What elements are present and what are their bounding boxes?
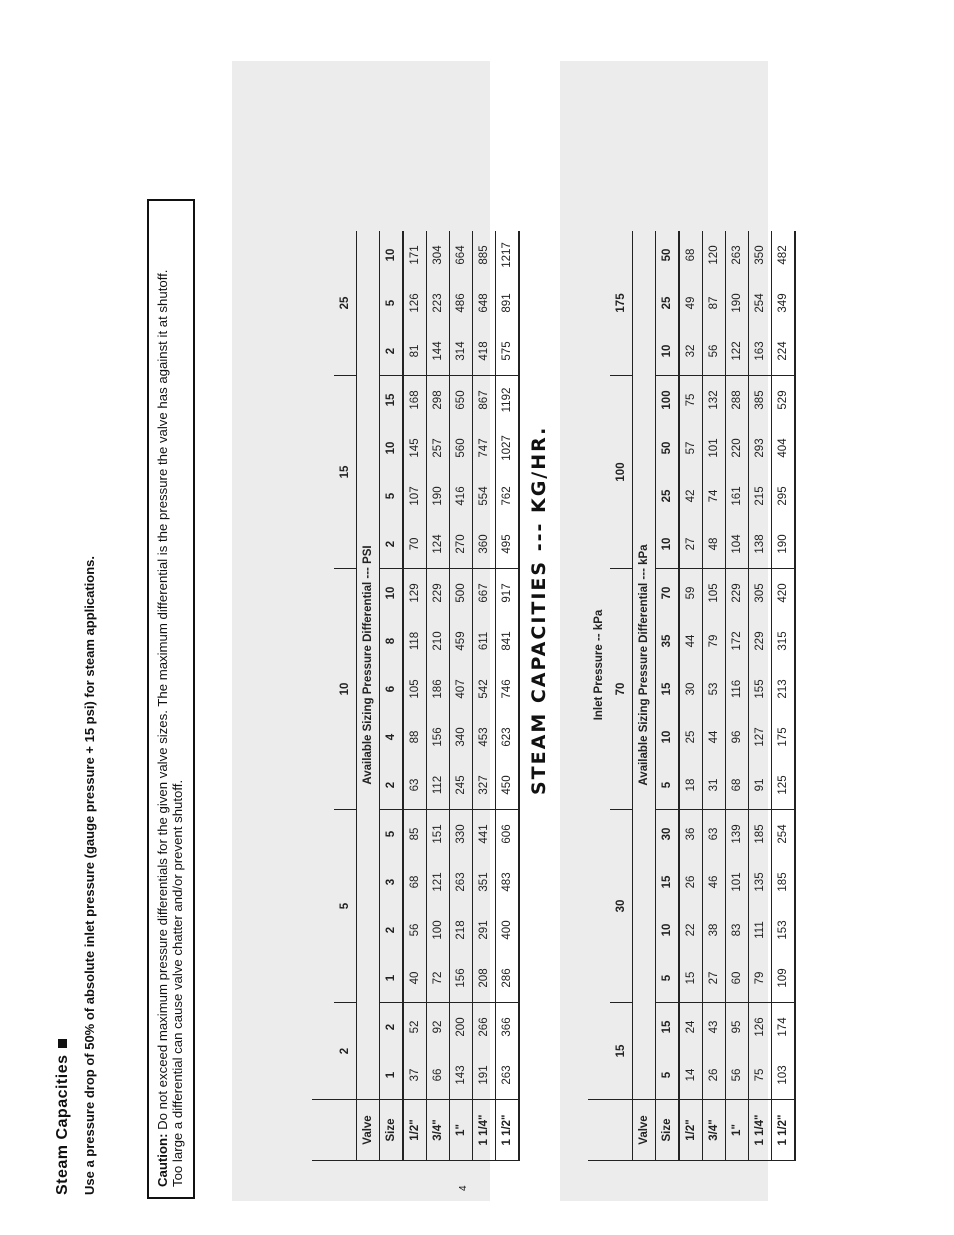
inlet-group-175: 175 — [610, 231, 633, 376]
table-cell: 15 — [679, 954, 703, 1003]
table-cell: 263 — [455, 872, 467, 892]
inlet-group-row — [610, 231, 633, 1161]
inlet-pressure-label: Inlet Pressure -- kPa — [593, 609, 605, 721]
inlet-group-2: 2 — [334, 1003, 357, 1100]
inlet-pressure-label — [312, 231, 334, 1100]
table-cell: 22 — [685, 923, 697, 937]
diff-col-header: 15 — [661, 682, 673, 696]
blank-cell — [588, 1100, 610, 1161]
table-cell: 420 — [777, 583, 789, 603]
table-cell: 83 — [731, 923, 743, 937]
table-cell: 191 — [473, 1051, 496, 1100]
size-header: Size — [656, 1100, 680, 1161]
table-cell: 14 — [679, 1051, 703, 1100]
table-cell: 57 — [685, 441, 697, 455]
table-cell: 156 — [450, 954, 473, 1003]
table-cell: 667 — [478, 583, 490, 603]
inlet-label-row — [588, 231, 610, 1161]
row-size: 1 1/4" — [749, 1100, 772, 1161]
table-row — [427, 231, 450, 1161]
table-cell: 185 — [777, 872, 789, 892]
table-cell: 105 — [409, 679, 421, 699]
valve-header: Valve — [357, 1100, 380, 1161]
table-cell: 37 — [403, 1051, 427, 1100]
table-cell: 747 — [478, 438, 490, 458]
diff-col-header: 5 — [385, 492, 397, 500]
diff-col-header: 15 — [385, 393, 397, 407]
table-cell: 441 — [478, 824, 490, 844]
table-cell: 63 — [403, 761, 427, 810]
table-cell: 27 — [703, 954, 726, 1003]
table-cell: 224 — [772, 327, 796, 376]
table-cell: 575 — [496, 327, 520, 376]
table-cell: 85 — [409, 827, 421, 841]
diff-col-header: 25 — [661, 296, 673, 310]
table-cell: 101 — [708, 438, 720, 458]
diff-col-header: 5 — [656, 761, 680, 810]
table-row — [473, 231, 496, 1161]
table-cell: 132 — [708, 390, 720, 410]
table-cell: 404 — [777, 438, 789, 458]
table-cell: 32 — [679, 327, 703, 376]
row-size: 1" — [726, 1100, 749, 1161]
table-cell: 330 — [455, 824, 467, 844]
section-title — [54, 1039, 72, 1195]
table-cell: 46 — [708, 875, 720, 889]
diff-col-header: 50 — [661, 441, 673, 455]
inlet-group-100: 100 — [610, 376, 633, 569]
table-cell: 111 — [754, 921, 766, 939]
table-cell: 91 — [749, 761, 772, 810]
inlet-label-row — [312, 231, 334, 1161]
table-cell: 104 — [726, 520, 749, 569]
table-cell: 482 — [777, 245, 789, 265]
table-cell: 87 — [708, 296, 720, 310]
table-cell: 648 — [478, 293, 490, 313]
diff-col-header: 15 — [661, 1020, 673, 1034]
table-cell: 288 — [731, 390, 743, 410]
table_kg-table — [588, 231, 796, 1161]
diff-col-header: 2 — [385, 926, 397, 934]
table-cell: 263 — [496, 1051, 520, 1100]
table-cell: 500 — [455, 583, 467, 603]
table-cell: 210 — [432, 631, 444, 651]
table_lbs-table — [312, 231, 520, 1161]
table-cell: 315 — [777, 631, 789, 651]
table-cell: 26 — [703, 1051, 726, 1100]
table-cell: 254 — [754, 293, 766, 313]
table-row — [403, 231, 427, 1161]
table-cell: 81 — [403, 327, 427, 376]
inlet-group-25: 25 — [334, 231, 357, 376]
table-cell: 42 — [685, 489, 697, 503]
table-lbs-panel — [232, 61, 513, 1201]
diff-col-header: 10 — [656, 327, 680, 376]
table-cell: 124 — [427, 520, 450, 569]
diff-col-header: 4 — [385, 733, 397, 741]
table-cell: 254 — [777, 824, 789, 844]
table-cell: 59 — [685, 586, 697, 600]
row-size: 1/2" — [403, 1100, 427, 1161]
table-row — [679, 231, 703, 1161]
table-cell: 116 — [731, 679, 743, 699]
table-cell: 63 — [708, 827, 720, 841]
table-cell: 75 — [749, 1051, 772, 1100]
table-cell: 416 — [455, 486, 467, 506]
table-cell: 122 — [726, 327, 749, 376]
diff-col-header: 2 — [385, 1023, 397, 1031]
inlet-group-row — [334, 231, 357, 1161]
table-cell: 171 — [409, 245, 421, 265]
table-cell: 623 — [501, 727, 513, 747]
table-cell: 125 — [772, 761, 796, 810]
table-cell: 153 — [777, 920, 789, 940]
table-cell: 841 — [501, 631, 513, 651]
table-cell: 25 — [685, 730, 697, 744]
table-row — [496, 231, 520, 1161]
inlet-group-30: 30 — [610, 810, 633, 1003]
diff-col-header: 10 — [656, 520, 680, 569]
size-header: Size — [380, 1100, 404, 1161]
table-cell: 107 — [409, 486, 421, 506]
table-cell: 79 — [749, 954, 772, 1003]
table-cell: 79 — [708, 634, 720, 648]
table-cell: 48 — [703, 520, 726, 569]
table-cell: 298 — [432, 390, 444, 410]
table-cell: 95 — [731, 1020, 743, 1034]
inlet-group-15: 15 — [610, 1003, 633, 1100]
diff-col-header: 10 — [385, 441, 397, 455]
table-row — [450, 231, 473, 1161]
table-cell: 483 — [501, 872, 513, 892]
table-cell: 43 — [708, 1020, 720, 1034]
table-cell: 24 — [685, 1020, 697, 1034]
table-cell: 215 — [754, 486, 766, 506]
diff-col-header: 50 — [661, 248, 673, 262]
table-cell: 68 — [409, 875, 421, 889]
diff-col-header: 10 — [661, 923, 673, 937]
table-cell: 293 — [754, 438, 766, 458]
table-cell: 495 — [496, 520, 520, 569]
table-row — [749, 231, 772, 1161]
table-cell: 168 — [409, 390, 421, 410]
table-cell: 52 — [409, 1020, 421, 1034]
table-cell: 120 — [708, 245, 720, 265]
table-title-kg: STEAM CAPACITIES --- KG/HR. — [528, 425, 550, 795]
table-cell: 40 — [403, 954, 427, 1003]
intro-text: Use a pressure drop of 50% of absolute inlet pressure (gauge pressure + 15 psi) for steam applications. — [82, 556, 97, 1195]
table-cell: 190 — [432, 486, 444, 506]
table-cell: 74 — [708, 489, 720, 503]
table-cell: 1027 — [501, 435, 513, 461]
inlet-group-70: 70 — [610, 569, 633, 810]
table-cell: 56 — [703, 327, 726, 376]
diff-col-header: 15 — [661, 875, 673, 889]
table-cell: 53 — [708, 682, 720, 696]
table-cell: 200 — [455, 1017, 467, 1037]
caution-text-1: Do not exceed maximum pressure differentials for the given valve sizes. The maximum differential is the pressure the valve has against it at shutoff. — [155, 269, 170, 1134]
table-cell: 138 — [749, 520, 772, 569]
table-cell: 174 — [777, 1017, 789, 1037]
diff-col-header: 10 — [661, 730, 673, 744]
table-cell: 208 — [473, 954, 496, 1003]
table-cell: 542 — [478, 679, 490, 699]
table-cell: 263 — [731, 245, 743, 265]
table-cell: 144 — [427, 327, 450, 376]
table-cell: 49 — [685, 296, 697, 310]
table-cell: 286 — [496, 954, 520, 1003]
table-cell: 109 — [772, 954, 796, 1003]
table-cell: 266 — [478, 1017, 490, 1037]
table-cell: 38 — [708, 923, 720, 937]
diff-col-header: 100 — [661, 390, 673, 410]
table-cell: 327 — [473, 761, 496, 810]
row-size: 1" — [450, 1100, 473, 1161]
table-cell: 156 — [432, 727, 444, 747]
diff-values-row — [380, 231, 404, 1161]
diff-col-header: 10 — [385, 586, 397, 600]
table-cell: 351 — [478, 872, 490, 892]
diff-col-header: 5 — [656, 954, 680, 1003]
table-cell: 223 — [432, 293, 444, 313]
table-cell: 31 — [703, 761, 726, 810]
table-cell: 26 — [685, 875, 697, 889]
table-cell: 213 — [777, 679, 789, 699]
square-bullet-icon — [58, 1039, 67, 1048]
table-cell: 126 — [409, 293, 421, 313]
row-size: 3/4" — [427, 1100, 450, 1161]
table-cell: 190 — [731, 293, 743, 313]
table-cell: 70 — [403, 520, 427, 569]
table-cell: 175 — [777, 727, 789, 747]
diff-header: Available Sizing Pressure Differential --- PSI — [362, 545, 374, 785]
table-cell: 245 — [450, 761, 473, 810]
table-cell: 554 — [478, 486, 490, 506]
diff-col-header: 5 — [385, 830, 397, 838]
table-cell: 66 — [427, 1051, 450, 1100]
table-cell: 30 — [685, 682, 697, 696]
table-cell: 407 — [455, 679, 467, 699]
diff-col-header: 5 — [385, 299, 397, 307]
diff-col-header: 3 — [385, 878, 397, 886]
table-cell: 257 — [432, 438, 444, 458]
table-cell: 145 — [409, 438, 421, 458]
table-cell: 229 — [731, 583, 743, 603]
table-cell: 385 — [754, 390, 766, 410]
table-cell: 36 — [685, 827, 697, 841]
section-title-text: Steam Capacities — [54, 1054, 71, 1195]
table-kg-panel — [560, 61, 789, 1201]
table-cell: 229 — [754, 631, 766, 651]
inlet-group-10: 10 — [334, 569, 357, 810]
table-cell: 1217 — [501, 242, 513, 268]
table-cell: 27 — [679, 520, 703, 569]
table-cell: 229 — [432, 583, 444, 603]
table-cell: 112 — [427, 761, 450, 810]
table-cell: 105 — [708, 583, 720, 603]
table-cell: 143 — [450, 1051, 473, 1100]
table-cell: 18 — [679, 761, 703, 810]
table-cell: 529 — [777, 390, 789, 410]
table-cell: 1192 — [501, 387, 513, 413]
table-row — [772, 231, 796, 1161]
table-cell: 459 — [455, 631, 467, 651]
table-cell: 129 — [409, 583, 421, 603]
diff-col-header: 5 — [656, 1051, 680, 1100]
table-cell: 186 — [432, 679, 444, 699]
diff-col-header: 2 — [380, 761, 404, 810]
diff-col-header: 2 — [380, 327, 404, 376]
diff-col-header: 30 — [661, 827, 673, 841]
table-cell: 56 — [726, 1051, 749, 1100]
row-size: 3/4" — [703, 1100, 726, 1161]
row-size: 1 1/4" — [473, 1100, 496, 1161]
table-cell: 360 — [473, 520, 496, 569]
caution-box — [147, 199, 195, 1199]
table-cell: 453 — [478, 727, 490, 747]
table-cell: 101 — [731, 872, 743, 892]
table-cell: 486 — [455, 293, 467, 313]
table-cell: 560 — [455, 438, 467, 458]
blank-cell — [312, 1100, 334, 1161]
table-row — [703, 231, 726, 1161]
table-cell: 118 — [409, 631, 421, 651]
inlet-group-5: 5 — [334, 810, 357, 1003]
table-cell: 220 — [731, 438, 743, 458]
table-cell: 606 — [501, 824, 513, 844]
diff-header: Available Sizing Pressure Differential --- kPa — [638, 544, 650, 786]
diff-col-header: 2 — [380, 520, 404, 569]
table-cell: 418 — [473, 327, 496, 376]
table-cell: 151 — [432, 824, 444, 844]
table-cell: 650 — [455, 390, 467, 410]
row-size: 1 1/2" — [496, 1100, 520, 1161]
table-cell: 270 — [450, 520, 473, 569]
table-cell: 163 — [749, 327, 772, 376]
table-cell: 867 — [478, 390, 490, 410]
table-cell: 295 — [777, 486, 789, 506]
table-cell: 68 — [685, 248, 697, 262]
table-cell: 891 — [501, 293, 513, 313]
table-cell: 155 — [754, 679, 766, 699]
table-cell: 350 — [754, 245, 766, 265]
table-cell: 314 — [450, 327, 473, 376]
table-cell: 92 — [432, 1020, 444, 1034]
table-cell: 291 — [478, 920, 490, 940]
table-cell: 75 — [685, 393, 697, 407]
row-size: 1 1/2" — [772, 1100, 796, 1161]
table-cell: 190 — [772, 520, 796, 569]
table-cell: 746 — [501, 679, 513, 699]
table-cell: 161 — [731, 486, 743, 506]
table-cell: 72 — [427, 954, 450, 1003]
diff-label-row — [633, 231, 656, 1161]
table-cell: 121 — [432, 872, 444, 892]
table-cell: 450 — [496, 761, 520, 810]
table-cell: 126 — [754, 1017, 766, 1037]
table-cell: 917 — [501, 583, 513, 603]
table-cell: 100 — [432, 920, 444, 940]
table-cell: 305 — [754, 583, 766, 603]
table-cell: 135 — [754, 872, 766, 892]
valve-header: Valve — [633, 1100, 656, 1161]
table-cell: 68 — [726, 761, 749, 810]
blank-cell — [610, 1100, 633, 1161]
table-cell: 304 — [432, 245, 444, 265]
table-cell: 44 — [685, 634, 697, 648]
table-cell: 103 — [772, 1051, 796, 1100]
row-size: 1/2" — [679, 1100, 703, 1161]
table-cell: 127 — [754, 727, 766, 747]
diff-col-header: 35 — [661, 634, 673, 648]
table-cell: 366 — [501, 1017, 513, 1037]
diff-label-row — [357, 231, 380, 1161]
caution-text-2: Too large a differential can cause valve chatter and/or prevent shutoff. — [170, 779, 185, 1187]
diff-col-header: 1 — [380, 954, 404, 1003]
diff-col-header: 25 — [661, 489, 673, 503]
diff-values-row — [656, 231, 680, 1161]
table-cell: 400 — [501, 920, 513, 940]
blank-cell — [334, 1100, 357, 1161]
table-cell: 611 — [478, 631, 490, 651]
table-cell: 172 — [731, 631, 743, 651]
caution-label: Caution: — [155, 1133, 170, 1187]
table-row — [726, 231, 749, 1161]
table-cell: 56 — [409, 923, 421, 937]
table-cell: 185 — [754, 824, 766, 844]
diff-col-header: 6 — [385, 685, 397, 693]
table-cell: 60 — [726, 954, 749, 1003]
table-cell: 96 — [731, 730, 743, 744]
table-cell: 762 — [501, 486, 513, 506]
table-cell: 340 — [455, 727, 467, 747]
table-cell: 88 — [409, 730, 421, 744]
table-cell: 664 — [455, 245, 467, 265]
page-number: 4 — [458, 1185, 469, 1191]
table-cell: 349 — [777, 293, 789, 313]
table-cell: 139 — [731, 824, 743, 844]
table-cell: 218 — [455, 920, 467, 940]
diff-col-header: 10 — [385, 248, 397, 262]
table-cell: 44 — [708, 730, 720, 744]
diff-col-header: 8 — [385, 637, 397, 645]
diff-col-header: 1 — [380, 1051, 404, 1100]
diff-col-header: 70 — [661, 586, 673, 600]
table-cell: 885 — [478, 245, 490, 265]
inlet-group-15: 15 — [334, 376, 357, 569]
